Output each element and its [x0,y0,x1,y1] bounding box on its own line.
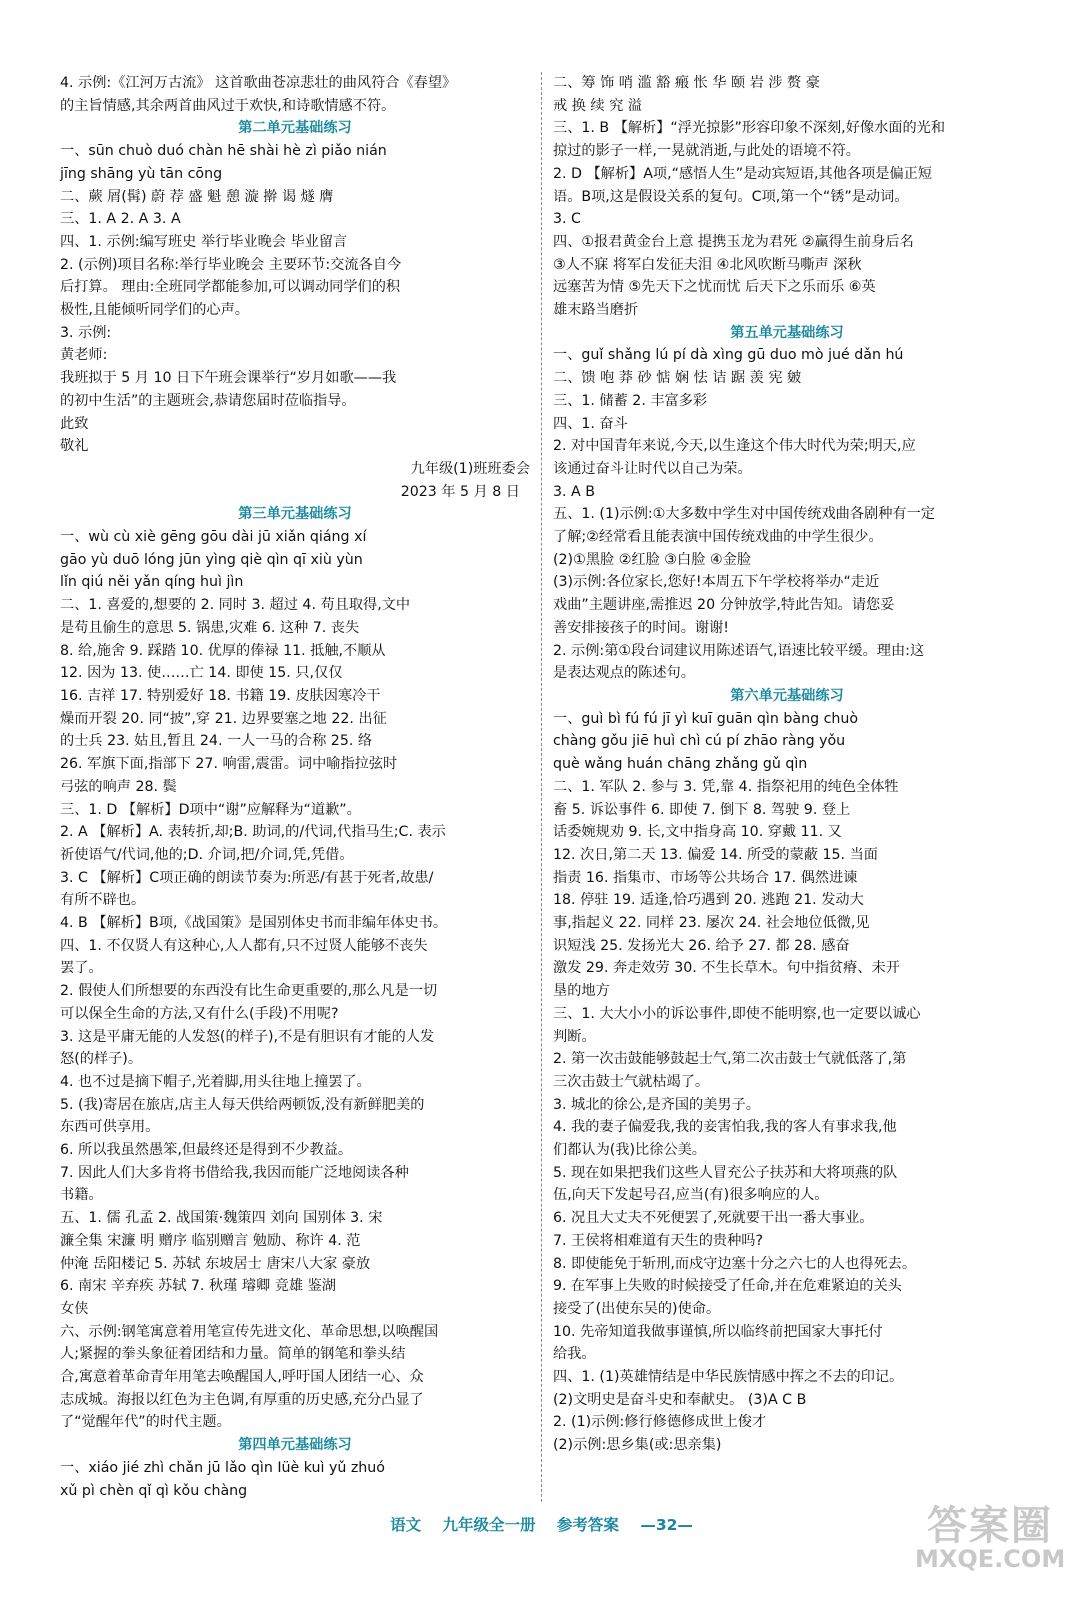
footer-title: 参考答案 [556,1516,619,1534]
answer-line: 了“觉醒年代”的时代主题。 [60,1414,231,1431]
answer-line: 3. 这是平庸无能的人发怒(的样子),不是有胆识有才能的人发 [60,1028,435,1045]
answer-line: 远塞苦为情 ⑤先天下之忧而忧 后天下之乐而乐 ⑥英 [553,279,876,296]
answer-line: (2)示例:思乡集(或:思亲集) [553,1437,722,1454]
answer-line: 4. 示例:《江河万古流》 这首歌曲苍凉悲壮的曲风符合《春望》 [60,75,457,91]
answer-line: 3. C [553,211,581,228]
answer-line: 是表达观点的陈述句。 [553,665,695,682]
answer-line: gāo yù duō lóng jūn yìng qiè qìn qī xiù yùn [60,551,363,568]
answer-line: 濂全集 宋濂 明 赠序 临别赠言 勉励、称许 4. 范 [60,1232,361,1249]
answer-line: lǐn qiú něi yǎn qíng huì jìn [60,574,244,591]
answer-line: 雄末路当磨折 [553,302,639,319]
answer-line: 四、①报君黄金台上意 提携玉龙为君死 ②赢得生前身后名 [553,233,914,250]
answer-line: 3. 城北的徐公,是齐国的美男子。 [553,1096,760,1113]
right-column [553,72,1021,1457]
answer-line: 2023 年 5 月 8 日 [400,483,520,500]
answer-line: 激发 29. 奔走效劳 30. 不生长草木。句中指贫瘠、未开 [553,960,900,977]
answer-line: 5. 现在如果把我们这些人冒充公子扶苏和大将项燕的队 [553,1164,898,1181]
answer-line: 二、1. 军队 2. 参与 3. 凭,靠 4. 指祭祀用的纯色全体牲 [553,778,899,795]
section-heading: 第五单元基础练习 [730,324,844,341]
answer-line: 四、1. 奋斗 [553,415,628,432]
answer-line: 7. 王侯将相难道有天生的贵种吗? [553,1232,764,1249]
answer-line: 12. 因为 13. 使……亡 14. 即使 15. 只,仅仅 [60,665,343,682]
answer-line: chàng gǒu jiē huì chì cú pí zhāo ràng yǒu [553,733,846,750]
answer-line: 掠过的影子一样,一晃就消逝,与此处的语境不符。 [553,143,860,160]
answer-line: (2)文明史是奋斗史和奉献史。 (3)A C B [553,1391,807,1408]
answer-line: 三、1. 储蓄 2. 丰富多彩 [553,392,708,409]
answer-line: xǔ pì chèn qǐ qì kǒu chàng [60,1482,248,1499]
answer-line: 3. 示例: [60,324,112,341]
answer-line: 话委婉规劝 9. 长,文中指身高 10. 穿戴 11. 又 [553,824,842,841]
answer-line: 16. 吉祥 17. 特别爱好 18. 书籍 19. 皮肤因寒冷干 [60,687,381,704]
answer-line: 五、1. (1)示例:①大多数中学生对中国传统戏曲各剧种有一定 [553,506,935,523]
answer-line: 戒 换 续 究 溢 [553,97,642,114]
page-number: —32— [640,1516,693,1534]
answer-line: 二、筹 饰 哨 滥 豁 瘢 怅 华 颐 岩 涉 赘 豪 [553,75,820,91]
answer-line: 一、guì bì fú fú jī yì kuī guān qìn bàng chuò [553,710,859,727]
answer-line: 罢了。 [60,960,103,977]
answer-line: 该通过奋斗让时代以自己为荣。 [553,460,752,477]
answer-line: 伍,向天下发起号召,应当(有)很多响应的人。 [553,1187,829,1204]
answer-line: 弓弦的响声 28. 鬓 [60,778,177,795]
answer-line: 四、1. (1)英雄情结是中华民族情感中挥之不去的印记。 [553,1369,904,1386]
answer-line: 书籍。 [60,1187,103,1204]
section-heading: 第二单元基础练习 [238,120,352,137]
answer-line: 5. (我)寄居在旅店,店主人每天供给两顿饭,没有新鲜肥美的 [60,1096,425,1113]
answer-line: 的士兵 23. 姑且,暂且 24. 一人一马的合称 25. 络 [60,733,373,750]
answer-line: 6. 所以我虽然愚笨,但最终还是得到不少教益。 [60,1142,353,1159]
answer-line: 三、1. B 【解析】“浮光掠影”形容印象不深刻,好像水面的光和 [553,120,946,137]
answer-line: 2. 对中国青年来说,今天,以生逢这个伟大时代为荣;明天,应 [553,438,916,455]
answer-line: 语。B项,这是假设关系的复句。C项,第一个“锈”是动词。 [553,188,909,205]
answer-line: 4. 也不过是摘下帽子,光着脚,用头往地上撞罢了。 [60,1073,371,1090]
answer-line: 志成城。海报以红色为主色调,有厚重的历史感,充分凸显了 [60,1391,424,1408]
answer-line: 2. 第一次击鼓能够鼓起士气,第二次击鼓士气就低落了,第 [553,1051,907,1068]
answer-line: 二、1. 喜爱的,想要的 2. 同时 3. 超过 4. 苟且取得,文中 [60,597,411,614]
answer-line: 垦的地方 [553,983,610,1000]
answer-line: 2. 示例:第①段台词建议用陈述语气,语速比较平缓。理由:这 [553,642,925,659]
answer-line: 后打算。 理由:全班同学都能参加,可以调动同学们的积 [60,279,401,296]
answer-line: 2. (示例)项目名称:举行毕业晚会 主要环节:交流各自今 [60,256,402,273]
answer-line: 是苟且偷生的意思 5. 锅患,灾难 6. 这种 7. 丧失 [60,619,360,636]
answer-line: 4. 我的妻子偏爱我,我的妾害怕我,我的客人有事求我,他 [553,1119,897,1136]
answer-line: 我班拟于 5 月 10 日下午班会课举行“岁月如歌——我 [60,370,397,387]
answer-line: 三、1. 大大小小的诉讼事件,即使不能明察,也一定要以诚心 [553,1005,921,1022]
answer-line: 怒(的样子)。 [60,1051,143,1068]
answer-line: 9. 在军事上失败的时候接受了任命,并在危难紧迫的关头 [553,1278,902,1295]
answer-line: 识短浅 25. 发扬光大 26. 给予 27. 都 28. 感奋 [553,937,850,954]
answer-line: 3. A B [553,483,595,500]
answer-line: (2)①黑脸 ②红脸 ③白脸 ④金脸 [553,551,752,568]
answer-line: 8. 给,施舍 9. 踩踏 10. 优厚的俸禄 11. 抵触,不顺从 [60,642,386,659]
column-divider [541,72,542,1502]
answer-line: 18. 停驻 19. 适逢,恰巧遇到 20. 逃跑 21. 发动大 [553,892,864,909]
left-column [60,72,530,1502]
answer-line: 的初中生活”的主题班会,恭请您届时莅临指导。 [60,392,356,409]
answer-line: 黄老师: [60,347,108,364]
watermark-url: MXQE.COM [915,1545,1066,1573]
answer-line: 敬礼 [60,438,89,455]
answer-line: 九年级(1)班班委会 [410,460,530,477]
answer-line: 三次击鼓士气就枯竭了。 [553,1073,710,1090]
answer-line: 燥而开裂 20. 同“披”,穿 21. 边界要塞之地 22. 出征 [60,710,387,727]
answer-line: 一、sūn chuò duó chàn hē shài hè zì piǎo nián [60,143,387,160]
answer-line: 四、1. 不仅贤人有这种心,人人都有,只不过贤人能够不丧失 [60,937,428,954]
answer-line: 二、馈 咆 莽 砂 惦 娴 怯 诘 踞 羡 宪 皴 [553,370,802,387]
answer-line: 12. 次日,第二天 13. 偏爱 14. 所受的蒙蔽 15. 当面 [553,846,878,863]
answer-line: 6. 况且大丈夫不死便罢了,死就要干出一番大事业。 [553,1210,874,1227]
footer-subject: 语文 [390,1516,422,1534]
answer-line: 给我。 [553,1346,596,1363]
answer-line: 善安排接孩子的时间。谢谢! [553,619,729,636]
answer-line: 一、xiáo jié zhì chǎn jū lǎo qìn Iüè kuì yǔ zhuó [60,1459,385,1476]
section-heading: 第六单元基础练习 [730,687,844,704]
answer-line: 女侠 [60,1300,89,1317]
answer-line: 10. 先帝知道我做事谨慎,所以临终前把国家大事托付 [553,1323,883,1340]
answer-line: 2. D 【解析】A项,“感悟人生”是动宾短语,其他各项是偏正短 [553,165,933,182]
answer-line: 三、1. D 【解析】D项中“谢”应解释为“道歉”。 [60,801,361,818]
answer-line: 2. (1)示例:修行修德修成世上俊才 [553,1414,767,1431]
answer-line: 极性,且能倾听同学们的心声。 [60,302,249,319]
answer-line: 戏曲”主题讲座,需推迟 20 分钟放学,特此告知。请您妥 [553,597,895,614]
answer-line: 指责 16. 指集市、市场等公共场合 17. 偶然进谏 [553,869,858,886]
answer-line: 六、示例:钢笔寓意着用笔宣传先进文化、革命思想,以唤醒国 [60,1323,439,1340]
answer-line: jīng shāng yù tān cōng [60,165,223,182]
answer-line: 有所不辟也。 [60,892,146,909]
answer-line: 事,指起义 22. 同样 23. 屡次 24. 社会地位低微,见 [553,915,870,932]
watermark-logo [915,1503,1066,1573]
watermark-main: 答案圈 [927,1503,1053,1549]
answer-line: 五、1. 儒 孔孟 2. 战国策·魏策四 刘向 国别体 3. 宋 [60,1210,383,1227]
answer-line: 仲淹 岳阳楼记 5. 苏轼 东坡居士 唐宋八大家 豪放 [60,1255,371,1272]
answer-line: 可以保全生命的方法,又有什么(手段)不用呢? [60,1005,339,1022]
answer-line: 二、蕨 屑(髯) 蔚 荐 盛 魁 憩 漩 擀 谒 燧 膺 [60,188,334,205]
section-heading: 第四单元基础练习 [238,1437,352,1454]
answer-line: 接受了(出使东吴的)使命。 [553,1300,721,1317]
answer-line: 8. 即使能免于斩刑,而戍守边塞十分之六七的人也得死去。 [553,1255,917,1272]
answer-line: 合,寓意着革命青年用笔去唤醒国人,呼吁国人团结一心、众 [60,1369,424,1386]
answer-line: 四、1. 示例:编写班史 举行毕业晚会 毕业留言 [60,233,348,250]
footer-grade: 九年级全一册 [442,1516,536,1534]
answer-line: 了解;②经常看且能表演中国传统戏曲的中学生很少。 [553,529,883,546]
section-heading: 第三单元基础练习 [238,506,352,523]
answer-line: 们都认为(我)比徐公美。 [553,1142,706,1159]
answer-line: 6. 南宋 辛弃疾 苏轼 7. 秋瑾 璿卿 竞雄 鉴湖 [60,1278,336,1295]
answer-line: 此致 [60,415,89,432]
answer-line: 2. A 【解析】A. 表转折,却;B. 助词,的/代词,代指马生;C. 表示 [60,824,446,841]
answer-line: 7. 因此人们大多肯将书借给我,我因而能广泛地阅读各种 [60,1164,409,1181]
answer-line: 一、guǐ shǎng lú pí dà xìng gū duo mò jué dǎn hú [553,347,904,364]
answer-line: 4. B 【解析】B项,《战国策》是国别体史书而非编年体史书。 [60,915,448,932]
answer-line: 祈使语气/代词,他的;D. 介词,把/介词,凭,凭借。 [60,846,354,863]
answer-line: 判断。 [553,1028,596,1045]
answer-line: 2. 假使人们所想要的东西没有比生命更重要的,那么凡是一切 [60,983,438,1000]
answer-line: 人;紧握的拳头象征着团结和力量。简单的钢笔和拳头结 [60,1346,406,1363]
answer-line: 的主旨情感,其余两首曲风过于欢快,和诗歌情感不符。 [60,97,396,114]
answer-line: 3. C 【解析】C项正确的朗读节奏为:所恶/有甚于死者,故患/ [60,869,434,886]
answer-line: 一、wù cù xiè gēng gōu dài jū xiǎn qiáng xí [60,529,367,546]
answer-line: 东西可供享用。 [60,1119,160,1136]
answer-line: 三、1. A 2. A 3. A [60,211,181,228]
answer-line: (3)示例:各位家长,您好!本周五下午学校将举办“走近 [553,574,880,591]
answer-line: què wǎng huán chāng zhǎng gǔ qìn [553,756,808,773]
answer-line: 26. 军旗下面,指部下 27. 响雷,震雷。词中喻指拉弦时 [60,756,398,773]
answer-line: 畜 5. 诉讼事件 6. 即使 7. 倒下 8. 驾驶 9. 登上 [553,801,851,818]
answer-line: ③人不寐 将军白发征夫泪 ④北风吹断马嘶声 深秋 [553,256,862,273]
